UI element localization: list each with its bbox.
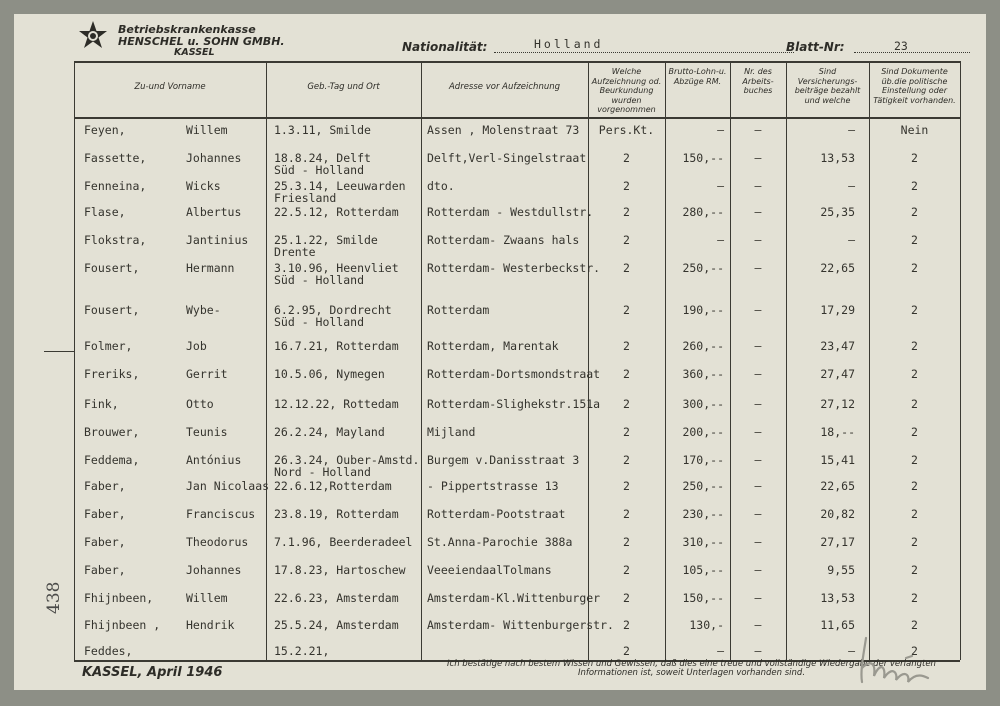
cell-documents: 2 — [911, 425, 918, 439]
cell-workbook: – — [754, 261, 762, 275]
cell-surname: Folmer, — [84, 339, 133, 353]
cell-surname: Faber, — [84, 507, 126, 521]
column-header: Zu-und Vorname — [134, 82, 206, 92]
cell-insurance: – — [848, 644, 855, 658]
cell-wage: – — [717, 233, 724, 247]
cell-insurance: 27,47 — [820, 367, 855, 381]
cell-record: 2 — [623, 339, 630, 353]
cell-documents: 2 — [911, 261, 918, 275]
cell-birth-region: Friesland — [274, 191, 337, 205]
cell-documents: 2 — [911, 618, 918, 632]
cell-birth: 6.2.95, Dordrecht — [274, 303, 392, 317]
cell-address: Rotterdam-Dortsmondstraat — [427, 367, 601, 381]
cell-given-name: Johannes — [186, 563, 242, 577]
cell-insurance: 25,35 — [820, 205, 855, 219]
cell-address: Rotterdam- Zwaans hals — [427, 233, 580, 247]
sheet-number-label: Blatt-Nr: — [786, 40, 845, 54]
nationality-value: Holland — [534, 37, 604, 51]
cell-surname: Faber, — [84, 479, 126, 493]
cell-workbook: – — [754, 179, 762, 193]
signature-scribble — [846, 632, 946, 686]
column-divider — [421, 61, 422, 660]
cell-insurance: 11,65 — [820, 618, 855, 632]
company-line-1: Betriebskrankenkasse — [118, 23, 256, 36]
rule-header — [74, 117, 960, 119]
company-line-2: HENSCHEL u. SOHN GMBH. — [118, 35, 285, 48]
cell-given-name: Wybe- — [186, 303, 221, 317]
cell-birth: 3.10.96, Heenvliet — [274, 261, 399, 275]
cell-surname: Feddes, — [84, 644, 133, 658]
cell-workbook: – — [754, 397, 762, 411]
cell-surname: Fenneina, — [84, 179, 147, 193]
cell-surname: Fousert, — [84, 261, 140, 275]
cell-insurance: 15,41 — [820, 453, 855, 467]
cell-insurance: 27,12 — [820, 397, 855, 411]
column-header: Welche Aufzeichnung od. Beurkundung wurden vorgenommen — [591, 67, 662, 114]
cell-surname: Fassette, — [84, 151, 147, 165]
cell-given-name: Otto — [186, 397, 214, 411]
cell-given-name: Johannes — [186, 151, 242, 165]
cell-birth: 18.8.24, Delft — [274, 151, 371, 165]
cell-birth: 7.1.96, Beerderadeel — [274, 535, 413, 549]
cell-insurance: 13,53 — [820, 591, 855, 605]
cell-record: 2 — [623, 644, 630, 658]
nationality-label: Nationalität: — [402, 40, 488, 54]
cell-record: 2 — [623, 591, 630, 605]
cell-birth: 12.12.22, Rottedam — [274, 397, 399, 411]
cell-wage: – — [717, 179, 724, 193]
footer-place-date: KASSEL, April 1946 — [82, 665, 223, 680]
cell-wage: 170,-- — [682, 453, 724, 467]
column-header: Adresse vor Aufzeichnung — [448, 82, 560, 92]
cell-documents: 2 — [911, 563, 918, 577]
cell-birth: 22.6.12,Rotterdam — [274, 479, 392, 493]
cell-wage: 130,- — [689, 618, 724, 632]
sheet-number-value: 23 — [894, 39, 908, 53]
cell-documents: 2 — [911, 367, 918, 381]
cell-wage: 150,-- — [682, 151, 724, 165]
cell-wage: 360,-- — [682, 367, 724, 381]
cell-birth: 26.2.24, Mayland — [274, 425, 385, 439]
cell-surname: Flokstra, — [84, 233, 147, 247]
cell-birth: 26.3.24, Ouber-Amstd. — [274, 453, 420, 467]
cell-surname: Fousert, — [84, 303, 140, 317]
cell-birth: 25.5.24, Amsterdam — [274, 618, 399, 632]
cell-record: 2 — [623, 233, 630, 247]
cell-given-name: Gerrit — [186, 367, 228, 381]
cell-documents: 2 — [911, 591, 918, 605]
cell-address: Assen , Molenstraat 73 — [427, 123, 580, 137]
cell-workbook: – — [754, 644, 762, 658]
cell-birth: 23.8.19, Rotterdam — [274, 507, 399, 521]
cell-wage: – — [717, 123, 724, 137]
cell-record: 2 — [623, 479, 630, 493]
margin-tick — [44, 351, 74, 352]
cell-address: Burgem v.Danisstraat 3 — [427, 453, 580, 467]
cell-address: St.Anna-Parochie 388a — [427, 535, 573, 549]
cell-documents: 2 — [911, 179, 918, 193]
cell-address: Rotterdam- Westerbeckstr. — [427, 261, 601, 275]
cell-address: VeeeiendaalTolmans — [427, 563, 552, 577]
cell-record: 2 — [623, 151, 630, 165]
cell-given-name: Willem — [186, 591, 228, 605]
footer-statement: Ich bestätige nach bestem Wissen und Gewissen, daß dies eine treue und vollständige Wiedergabe der verlangten Informationen ist, soweit Unterlagen vorhanden sind. — [447, 659, 936, 678]
cell-birth: 16.7.21, Rotterdam — [274, 339, 399, 353]
cell-documents: 2 — [911, 233, 918, 247]
cell-insurance: – — [848, 179, 855, 193]
cell-documents: 2 — [911, 507, 918, 521]
cell-address: Rotterdam-Pootstraat — [427, 507, 566, 521]
cell-wage: 200,-- — [682, 425, 724, 439]
cell-wage: 310,-- — [682, 535, 724, 549]
cell-birth: 10.5.06, Nymegen — [274, 367, 385, 381]
cell-surname: Fink, — [84, 397, 119, 411]
cell-given-name: Job — [186, 339, 207, 353]
cell-given-name: Albertus — [186, 205, 242, 219]
sheet-dotline — [854, 51, 970, 53]
cell-wage: 150,-- — [682, 591, 724, 605]
cell-record: 2 — [623, 179, 630, 193]
column-divider — [74, 61, 75, 660]
cell-record: 2 — [623, 367, 630, 381]
cell-workbook: – — [754, 591, 762, 605]
cell-insurance: 9,55 — [827, 563, 855, 577]
cell-workbook: – — [754, 233, 762, 247]
cell-documents: 2 — [911, 339, 918, 353]
form-card — [14, 14, 986, 690]
cell-insurance: 27,17 — [820, 535, 855, 549]
cell-wage: 300,-- — [682, 397, 724, 411]
cell-record: 2 — [623, 535, 630, 549]
cell-workbook: – — [754, 367, 762, 381]
cell-birth: 1.3.11, Smilde — [274, 123, 371, 137]
cell-birth-region: Nord - Holland — [274, 465, 371, 479]
cell-insurance: 23,47 — [820, 339, 855, 353]
cell-address: Rotterdam - Westdullstr. — [427, 205, 594, 219]
cell-record: 2 — [623, 261, 630, 275]
cell-record: 2 — [623, 303, 630, 317]
cell-workbook: – — [754, 563, 762, 577]
cell-birth-region: Süd - Holland — [274, 315, 365, 329]
cell-wage: – — [717, 644, 724, 658]
cell-birth-region: Süd - Holland — [274, 273, 365, 287]
cell-given-name: Hendrik — [186, 618, 235, 632]
cell-given-name: Teunis — [186, 425, 228, 439]
cell-workbook: – — [754, 303, 762, 317]
cell-given-name: Jan Nicolaas — [186, 479, 270, 493]
cell-wage: 250,-- — [682, 261, 724, 275]
cell-given-name: Wicks — [186, 179, 221, 193]
cell-birth-region: Süd - Holland — [274, 163, 365, 177]
cell-given-name: Antónius — [186, 453, 242, 467]
cell-documents: 2 — [911, 397, 918, 411]
cell-wage: 280,-- — [682, 205, 724, 219]
cell-insurance: 17,29 — [820, 303, 855, 317]
cell-workbook: – — [754, 151, 762, 165]
cell-address: Mijland — [427, 425, 476, 439]
cell-record: 2 — [623, 563, 630, 577]
cell-record: 2 — [623, 425, 630, 439]
cell-surname: Fhijnbeen, — [84, 591, 154, 605]
cell-birth: 25.1.22, Smilde — [274, 233, 378, 247]
column-header: Sind Versicherungs-beiträge bezahlt und welche — [794, 67, 861, 105]
cell-birth: 15.2.21, — [274, 644, 330, 658]
cell-documents: 2 — [911, 151, 918, 165]
cell-birth-region: Drente — [274, 245, 316, 259]
cell-insurance: 18,-- — [820, 425, 855, 439]
rule-top — [74, 61, 960, 63]
cell-birth: 22.5.12, Rotterdam — [274, 205, 399, 219]
cell-record: 2 — [623, 507, 630, 521]
star-logo-icon — [76, 20, 110, 54]
cell-insurance: 13,53 — [820, 151, 855, 165]
cell-surname: Freriks, — [84, 367, 140, 381]
cell-given-name: Willem — [186, 123, 228, 137]
cell-documents: Nein — [900, 123, 929, 137]
cell-wage: 250,-- — [682, 479, 724, 493]
cell-birth: 22.6.23, Amsterdam — [274, 591, 399, 605]
cell-workbook: – — [754, 425, 762, 439]
cell-record: Pers.Kt. — [598, 123, 655, 137]
column-header: Nr. des Arbeits-buches — [742, 67, 774, 95]
cell-record: 2 — [623, 397, 630, 411]
cell-workbook: – — [754, 453, 762, 467]
column-header: Sind Dokumente üb.die politische Einstellung oder Tätigkeit vorhanden. — [873, 67, 956, 105]
cell-birth: 17.8.23, Hartoschew — [274, 563, 406, 577]
cell-address: Amsterdam-Kl.Wittenburger — [427, 591, 601, 605]
cell-documents: 2 — [911, 303, 918, 317]
cell-surname: Faber, — [84, 563, 126, 577]
cell-workbook: – — [754, 339, 762, 353]
column-header: Geb.-Tag und Ort — [307, 82, 380, 92]
cell-record: 2 — [623, 205, 630, 219]
cell-surname: Brouwer, — [84, 425, 140, 439]
cell-birth: 25.3.14, Leeuwarden — [274, 179, 406, 193]
cell-documents: 2 — [911, 479, 918, 493]
company-line-3: KASSEL — [174, 47, 215, 58]
margin-note: 438 — [44, 581, 64, 614]
cell-address: Rotterdam, Marentak — [427, 339, 559, 353]
cell-workbook: – — [754, 535, 762, 549]
cell-surname: Faber, — [84, 535, 126, 549]
cell-wage: 105,-- — [682, 563, 724, 577]
cell-wage: 230,-- — [682, 507, 724, 521]
column-header: Brutto-Lohn-u. Abzüge RM. — [668, 67, 727, 86]
cell-given-name: Franciscus — [186, 507, 256, 521]
cell-insurance: 22,65 — [820, 261, 855, 275]
cell-insurance: 20,82 — [820, 507, 855, 521]
cell-address: dto. — [427, 179, 455, 193]
cell-record: 2 — [623, 453, 630, 467]
column-divider — [960, 61, 961, 660]
cell-surname: Feddema, — [84, 453, 140, 467]
cell-documents: 2 — [911, 535, 918, 549]
nationality-dotline — [494, 51, 794, 53]
cell-wage: 260,-- — [682, 339, 724, 353]
cell-workbook: – — [754, 479, 762, 493]
cell-address: Rotterdam — [427, 303, 490, 317]
cell-surname: Feyen, — [84, 123, 126, 137]
cell-workbook: – — [754, 205, 762, 219]
cell-documents: 2 — [911, 453, 918, 467]
cell-record: 2 — [623, 618, 630, 632]
cell-surname: Fhijnbeen , — [84, 618, 161, 632]
cell-given-name: Theodorus — [186, 535, 249, 549]
cell-insurance: 22,65 — [820, 479, 855, 493]
cell-given-name: Jantinius — [186, 233, 249, 247]
cell-workbook: – — [754, 618, 762, 632]
cell-address: Amsterdam- Wittenburgerstr. — [427, 618, 614, 632]
cell-address: Rotterdam-Slighekstr.151a — [427, 397, 601, 411]
cell-insurance: – — [848, 233, 855, 247]
cell-workbook: – — [754, 123, 762, 137]
cell-surname: Flase, — [84, 205, 126, 219]
cell-insurance: – — [848, 123, 855, 137]
column-divider — [266, 61, 267, 660]
cell-given-name: Hermann — [186, 261, 235, 275]
cell-documents: 2 — [911, 205, 918, 219]
cell-wage: 190,-- — [682, 303, 724, 317]
cell-address: Delft,Verl-Singelstraat — [427, 151, 587, 165]
cell-address: - Pippertstrasse 13 — [427, 479, 559, 493]
cell-workbook: – — [754, 507, 762, 521]
cell-documents: 2 — [911, 644, 918, 658]
